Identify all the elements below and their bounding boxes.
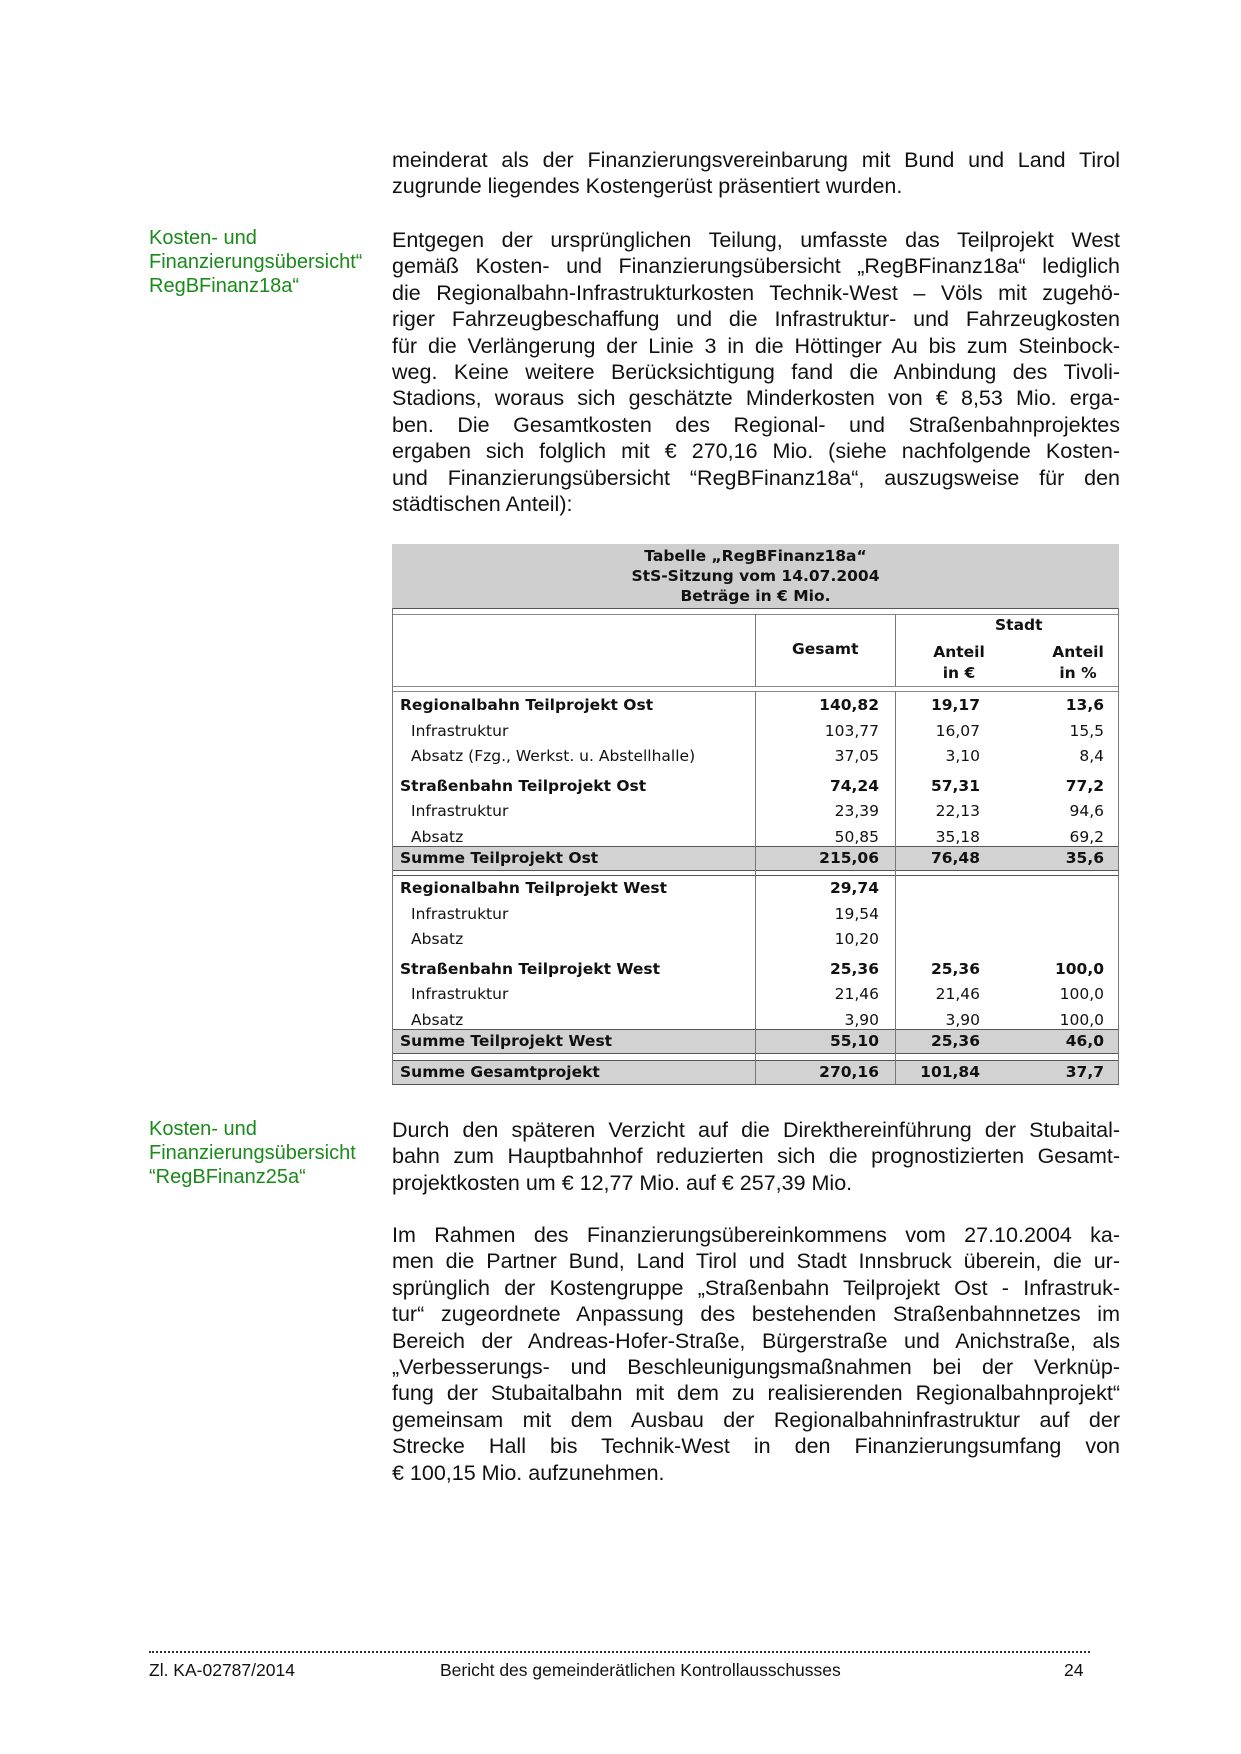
text-line: Bereich der Andreas-Hofer-Straße, Bürgerstraße und Anichstraße, als	[392, 1328, 1120, 1353]
text-line: men die Partner Bund, Land Tirol und Stadt Innsbruck überein, die ur-	[392, 1249, 1120, 1274]
footer-title: Bericht des gemeinderätlichen Kontrollausschusses	[440, 1660, 841, 1680]
row-label: Straßenbahn Teilprojekt Ost	[400, 776, 647, 795]
text-line: die Regionalbahn-Infrastrukturkosten Technik-West – Völs mit zugehö-	[392, 280, 1120, 305]
text-line: zugrunde liegendes Kostengerüst präsentiert wurden.	[392, 174, 903, 199]
row-anteil-pct: 8,4	[1079, 747, 1104, 765]
side-note-line: Kosten- und	[149, 1118, 257, 1140]
text-line: tur“ zugeordnete Anpassung des bestehenden Straßenbahnnetzes im	[392, 1302, 1120, 1327]
paragraph-teilprojekt-west	[392, 227, 1120, 517]
text-line: meinderat als der Finanzierungsvereinbarung mit Bund und Land Tirol	[392, 148, 1120, 172]
intro-paragraph	[392, 147, 1120, 200]
text-line: projektkosten um € 12,77 Mio. auf € 257,39 Mio.	[392, 1170, 853, 1195]
row-anteil-pct: 15,5	[1069, 721, 1104, 740]
row-label: Summe Teilprojekt West	[400, 1032, 613, 1050]
side-note-line: Finanzierungsübersicht“	[149, 251, 363, 273]
text-line: ben. Die Gesamtkosten des Regional- und Straßenbahnprojektes	[392, 412, 1120, 437]
row-label: Absatz	[411, 827, 464, 846]
row-gesamt: 19,54	[834, 904, 879, 923]
row-anteil-eur: 19,17	[930, 696, 980, 714]
row-label: Regionalbahn Teilprojekt West	[400, 879, 668, 897]
row-label: Absatz	[411, 1010, 464, 1029]
row-anteil-pct: 37,7	[1065, 1063, 1104, 1081]
text-line: Durch den späteren Verzicht auf die Direkthereinführung der Stubaital-	[392, 1118, 1120, 1142]
row-label: Summe Gesamtprojekt	[400, 1063, 600, 1081]
row-gesamt: 10,20	[834, 930, 879, 948]
row-anteil-eur: 35,18	[935, 827, 980, 846]
text-line: „Verbesserungs- und Beschleunigungsmaßnahmen bei der Verknüp-	[392, 1355, 1120, 1380]
table-title-line: Beträge in € Mio.	[680, 587, 831, 605]
header-anteil-eur	[924, 642, 994, 684]
side-note-line: RegBFinanz18a“	[149, 275, 300, 297]
text-line: städtischen Anteil):	[392, 492, 573, 517]
footer-page-number: 24	[1064, 1660, 1084, 1680]
row-gesamt: 103,77	[824, 721, 879, 740]
header-stadt: Stadt	[995, 616, 1043, 634]
table-title-line: Tabelle „RegBFinanz18a“	[644, 547, 867, 565]
table-title	[392, 544, 1119, 608]
header-line: in €	[942, 664, 976, 682]
row-gesamt: 55,10	[829, 1032, 879, 1050]
side-note-line: Finanzierungsübersicht	[149, 1142, 356, 1164]
row-label: Infrastruktur	[411, 985, 509, 1003]
text-line: ergaben sich folglich mit € 270,16 Mio. (siehe nachfolgende Kosten-	[392, 439, 1120, 464]
row-anteil-pct: 100,0	[1059, 1010, 1104, 1029]
row-anteil-pct: 94,6	[1069, 802, 1104, 820]
table-title-line: StS-Sitzung vom 14.07.2004	[631, 567, 880, 585]
row-label: Infrastruktur	[411, 802, 509, 820]
paragraph-finanzierungsuebereinkommen	[392, 1222, 1120, 1486]
header-line: Anteil	[933, 643, 985, 661]
header-line: in %	[1059, 664, 1097, 682]
text-line: fung der Stubaitalbahn mit dem zu realisierenden Regionalbahnprojekt“	[392, 1381, 1120, 1406]
row-gesamt: 25,36	[829, 959, 879, 978]
row-anteil-pct: 100,0	[1054, 959, 1104, 978]
text-line: sprünglich der Kostengruppe „Straßenbahn Teilprojekt Ost - Infrastruk-	[392, 1275, 1120, 1300]
row-gesamt: 3,90	[844, 1010, 879, 1029]
row-gesamt: 29,74	[829, 879, 879, 897]
row-anteil-pct: 46,0	[1065, 1032, 1104, 1050]
row-anteil-eur: 3,10	[945, 747, 980, 765]
footer-divider	[149, 1643, 1090, 1653]
row-label: Regionalbahn Teilprojekt Ost	[400, 696, 654, 714]
row-label: Absatz (Fzg., Werkst. u. Abstellhalle)	[411, 747, 696, 765]
side-note-line: “RegBFinanz25a“	[149, 1166, 306, 1188]
finance-table-regbfinanz18a	[392, 544, 1119, 1097]
row-label: Infrastruktur	[411, 721, 509, 740]
text-line: Stadions, woraus sich geschätzte Minderkosten von € 8,53 Mio. erga-	[392, 386, 1120, 411]
header-gesamt: Gesamt	[792, 640, 859, 658]
text-line: gemeinsam mit dem Ausbau der Regionalbahninfrastruktur auf der	[392, 1407, 1120, 1432]
text-line: riger Fahrzeugbeschaffung und die Infrastruktur- und Fahrzeugkosten	[392, 307, 1120, 332]
row-anteil-pct: 100,0	[1059, 985, 1104, 1003]
row-anteil-pct: 77,2	[1065, 776, 1104, 795]
row-anteil-eur: 101,84	[920, 1063, 980, 1081]
row-gesamt: 37,05	[834, 747, 879, 765]
text-line: € 100,15 Mio. aufzunehmen.	[392, 1460, 665, 1485]
footer-doc-id: Zl. KA-02787/2014	[149, 1660, 295, 1680]
row-anteil-eur: 3,90	[945, 1010, 980, 1029]
row-label: Absatz	[411, 930, 464, 948]
text-line: gemäß Kosten- und Finanzierungsübersicht „RegBFinanz18a“ lediglich	[392, 254, 1120, 279]
text-line: Im Rahmen des Finanzierungsübereinkommens vom 27.10.2004 ka-	[392, 1223, 1120, 1247]
text-line: bahn zum Hauptbahnhof reduzierten sich die prognostizierten Gesamt-	[392, 1144, 1120, 1169]
row-anteil-eur: 57,31	[930, 776, 980, 795]
text-line: Strecke Hall bis Technik-West in den Finanzierungsumfang von	[392, 1434, 1120, 1459]
text-line: und Finanzierungsübersicht “RegBFinanz18a“, auszugsweise für den	[392, 465, 1120, 490]
row-label: Summe Teilprojekt Ost	[400, 849, 599, 867]
row-anteil-eur: 21,46	[935, 985, 980, 1003]
row-anteil-pct: 35,6	[1065, 849, 1104, 867]
row-gesamt: 21,46	[834, 985, 879, 1003]
row-anteil-pct: 69,2	[1069, 827, 1104, 846]
row-gesamt: 23,39	[834, 802, 879, 820]
header-anteil-pct	[1043, 642, 1113, 684]
row-gesamt: 50,85	[834, 827, 879, 846]
row-gesamt: 74,24	[829, 776, 879, 795]
row-anteil-eur: 22,13	[935, 802, 980, 820]
side-note-regbfinanz25a	[149, 1117, 379, 1189]
row-gesamt: 140,82	[819, 696, 879, 714]
text-line: weg. Keine weitere Berücksichtigung fand die Anbindung des Tivoli-	[392, 360, 1120, 385]
row-gesamt: 270,16	[819, 1063, 879, 1081]
row-anteil-eur: 25,36	[930, 959, 980, 978]
row-label: Infrastruktur	[411, 904, 509, 923]
text-line: Entgegen der ursprünglichen Teilung, umfasste das Teilprojekt West	[392, 228, 1120, 252]
row-anteil-eur: 25,36	[930, 1032, 980, 1050]
row-anteil-eur: 76,48	[930, 849, 980, 867]
text-line: für die Verlängerung der Linie 3 in die Höttinger Au bis zum Steinbock-	[392, 333, 1120, 358]
side-note-regbfinanz18a	[149, 226, 379, 298]
header-line: Anteil	[1052, 643, 1104, 661]
row-anteil-eur: 16,07	[935, 721, 980, 740]
row-anteil-pct: 13,6	[1065, 696, 1104, 714]
row-gesamt: 215,06	[819, 849, 879, 867]
row-label: Straßenbahn Teilprojekt West	[400, 959, 661, 978]
side-note-line: Kosten- und	[149, 227, 257, 249]
paragraph-stubaitalbahn	[392, 1117, 1120, 1196]
